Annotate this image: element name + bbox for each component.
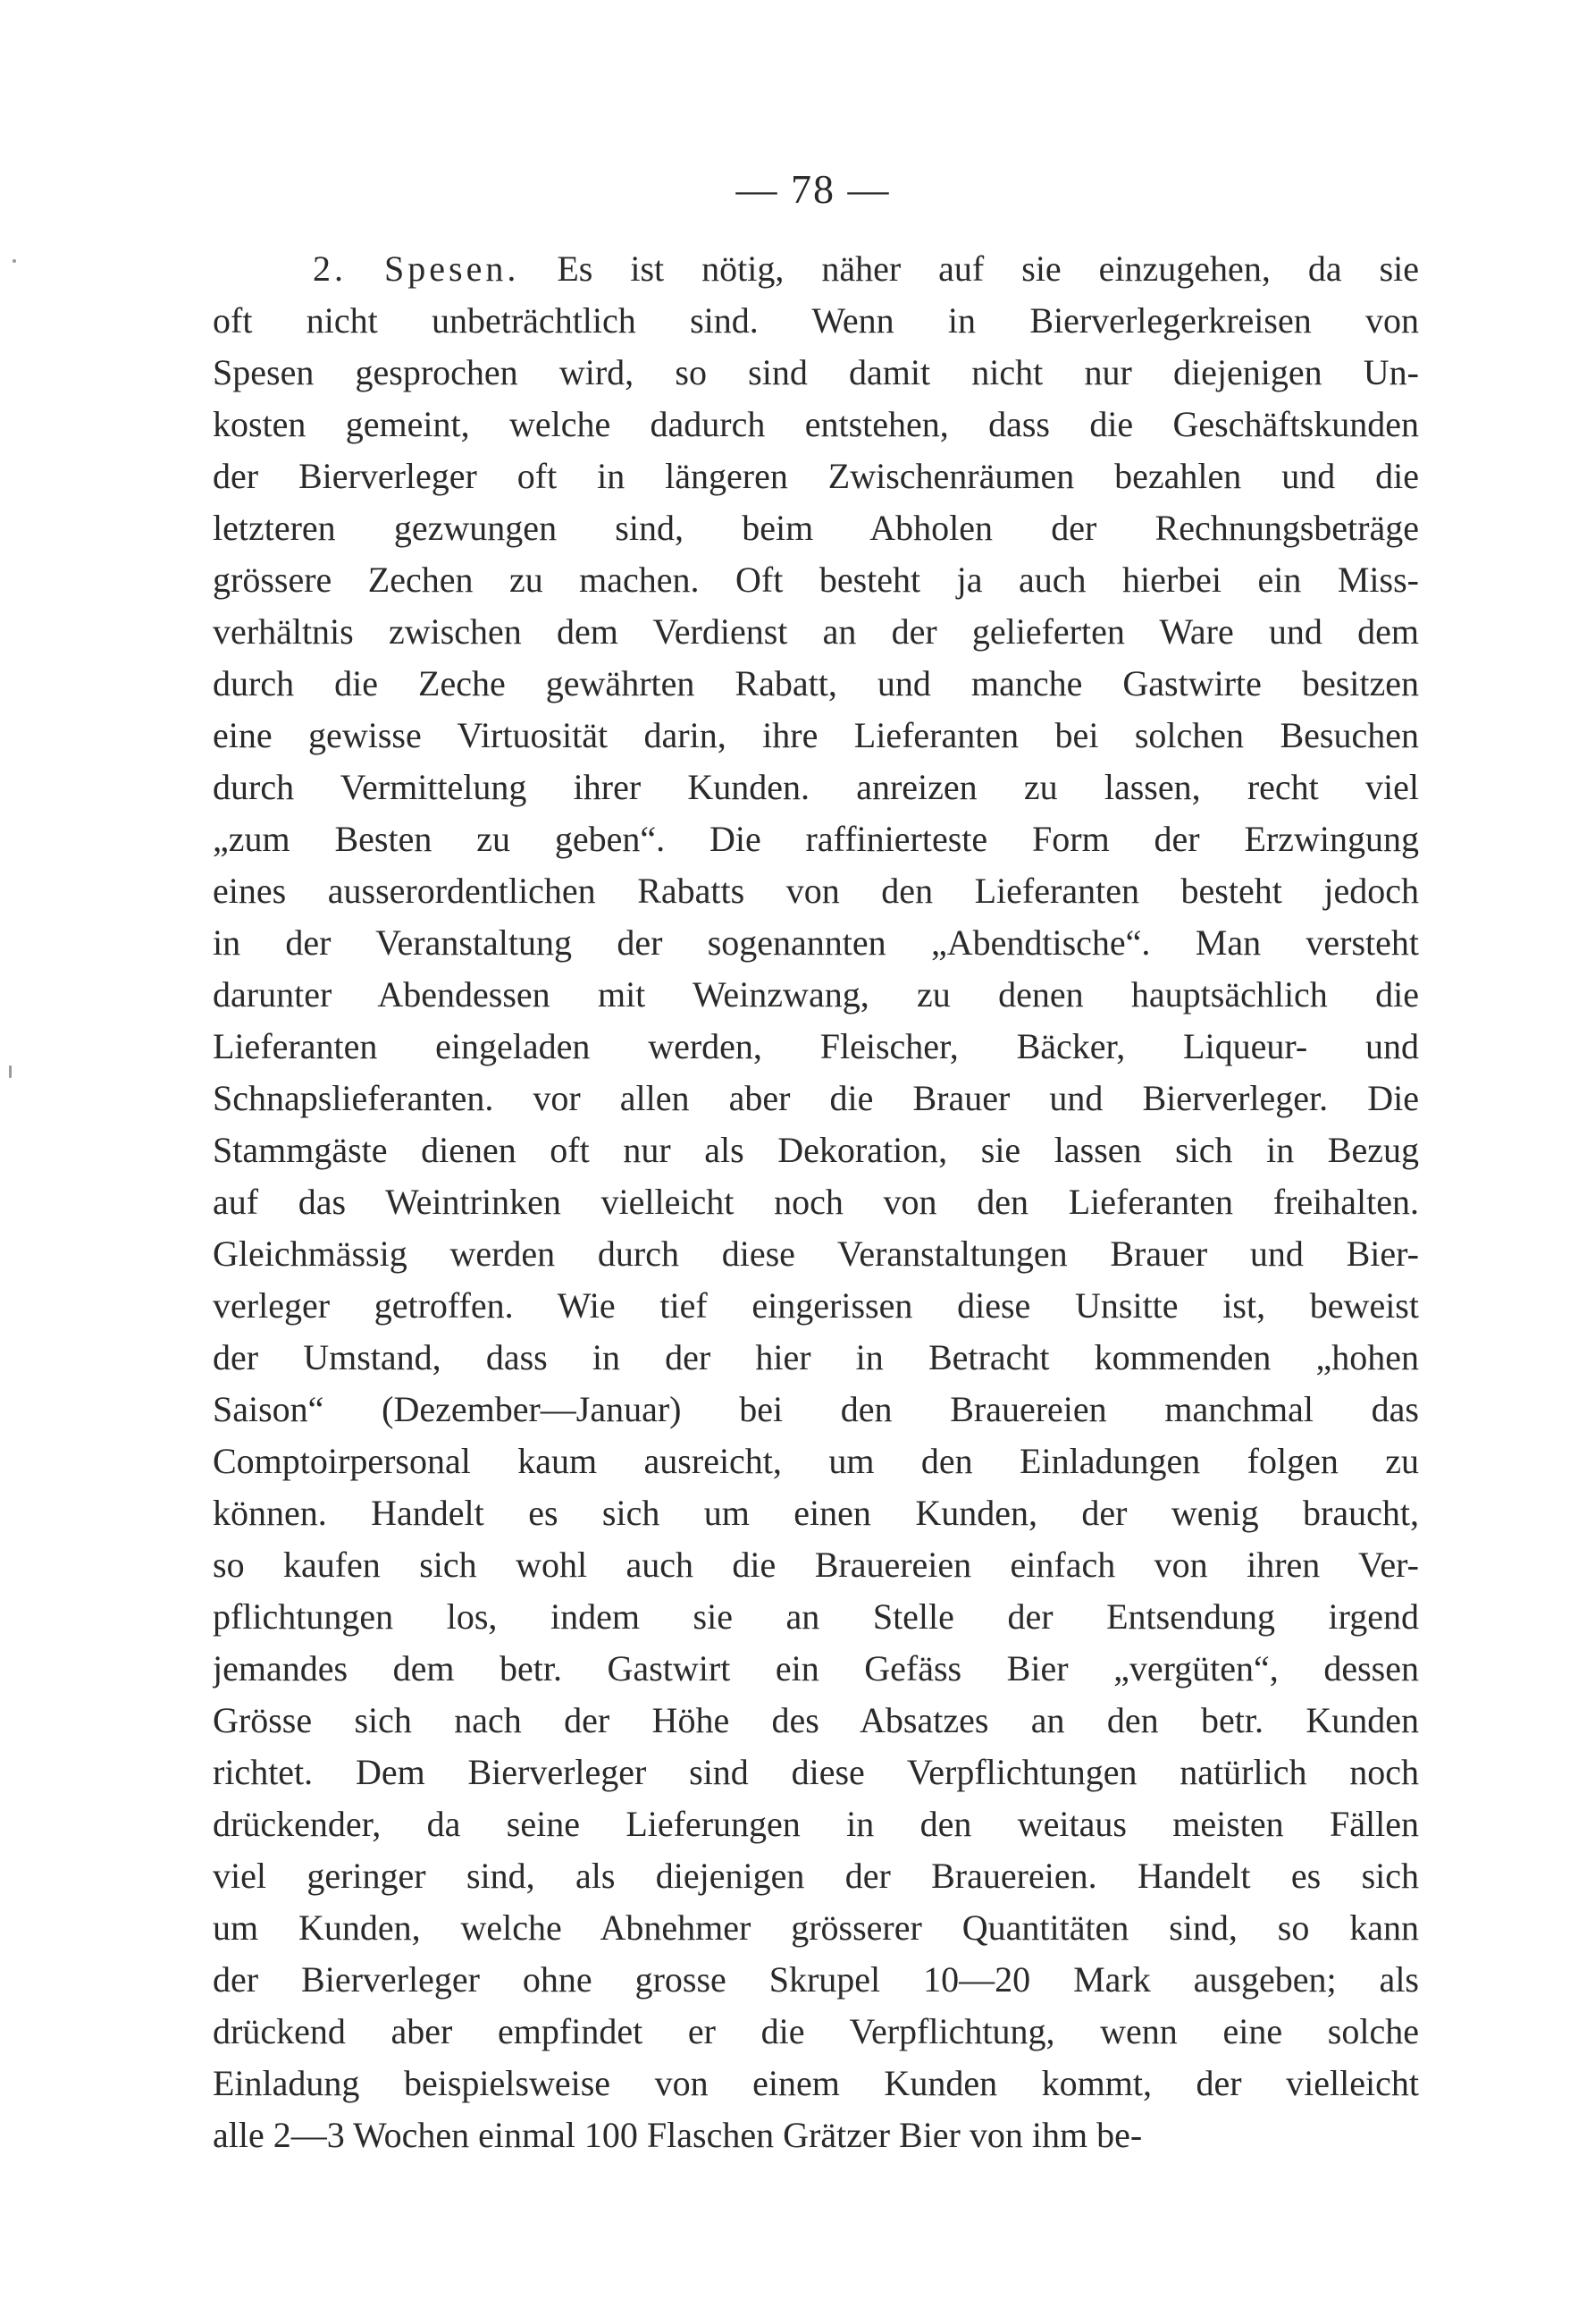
text-line: kosten gemeint, welche dadurch entstehen, dass die Geschäftskunden [213, 404, 1419, 444]
page-number: — 78 — [735, 166, 891, 212]
text-line: Gleichmässig werden durch diese Veranstaltungen Brauer und Bier- [213, 1234, 1419, 1274]
text-line: eines ausserordentlichen Rabatts von den Lieferanten besteht jedoch [213, 871, 1419, 911]
text-line: Spesen gesprochen wird, so sind damit nicht nur diejenigen Un- [213, 352, 1419, 392]
text-line: richtet. Dem Bierverleger sind diese Verpflichtungen natürlich noch [213, 1752, 1419, 1792]
text-line: um Kunden, welche Abnehmer grösserer Quantitäten sind, so kann [213, 1907, 1419, 1948]
scan-speck [13, 259, 16, 263]
text-line: der Bierverleger oft in längeren Zwischenräumen bezahlen und die [213, 456, 1419, 496]
text-line: oft nicht unbeträchtlich sind. Wenn in Bierverlegerkreisen von [213, 300, 1419, 341]
text-line-first [213, 243, 1419, 295]
text-line: verhältnis zwischen dem Verdienst an der gelieferten Ware und dem [213, 611, 1419, 652]
text-line: der Bierverleger ohne grosse Skrupel 10—20 Mark ausgeben; als [213, 1959, 1419, 2000]
text-line: Schnapslieferanten. vor allen aber die Brauer und Bierverleger. Die [213, 1078, 1419, 1118]
text-line: viel geringer sind, als diejenigen der Brauereien. Handelt es sich [213, 1856, 1419, 1896]
text-line: Lieferanten eingeladen werden, Fleischer, Bäcker, Liqueur- und [213, 1026, 1419, 1066]
text-line: Comptoirpersonal kaum ausreicht, um den Einladungen folgen zu [213, 1441, 1419, 1481]
section-heading: Spesen. [384, 248, 520, 289]
text-line: so kaufen sich wohl auch die Brauereien einfach von ihren Ver- [213, 1545, 1419, 1585]
text-line: auf das Weintrinken vielleicht noch von den Lieferanten freihalten. [213, 1182, 1419, 1222]
first-line-text: Es ist nötig, näher auf sie einzugehen, da sie [557, 248, 1419, 289]
text-line: letzteren gezwungen sind, beim Abholen der Rechnungsbeträge [213, 508, 1419, 548]
body-paragraph [213, 243, 1419, 2161]
scan-speck [9, 1065, 12, 1078]
text-line: können. Handelt es sich um einen Kunden, der wenig braucht, [213, 1493, 1419, 1533]
text-line: jemandes dem betr. Gastwirt ein Gefäss Bier „vergüten“, dessen [213, 1648, 1419, 1688]
text-line: der Umstand, dass in der hier in Betracht kommenden „hohen [213, 1337, 1419, 1377]
text-line: grössere Zechen zu machen. Oft besteht ja auch hierbei ein Miss- [213, 560, 1419, 600]
text-line: Einladung beispielsweise von einem Kunden kommt, der vielleicht [213, 2063, 1419, 2103]
text-line: pflichtungen los, indem sie an Stelle der Entsendung irgend [213, 1596, 1419, 1637]
text-line: drückend aber empfindet er die Verpflichtung, wenn eine solche [213, 2011, 1419, 2051]
text-line: durch die Zeche gewährten Rabatt, und manche Gastwirte besitzen [213, 663, 1419, 703]
text-line: Saison“ (Dezember—Januar) bei den Brauereien manchmal das [213, 1389, 1419, 1429]
text-line: drückender, da seine Lieferungen in den weitaus meisten Fällen [213, 1804, 1419, 1844]
text-line: Grösse sich nach der Höhe des Absatzes an den betr. Kunden [213, 1700, 1419, 1740]
section-number: 2. [313, 248, 347, 289]
text-line: darunter Abendessen mit Weinzwang, zu denen hauptsächlich die [213, 974, 1419, 1015]
text-line-last: alle 2—3 Wochen einmal 100 Flaschen Grätzer Bier von ihm be- [213, 2115, 1143, 2155]
text-line: „zum Besten zu geben“. Die raffinierteste Form der Erzwingung [213, 819, 1419, 859]
text-line: eine gewisse Virtuosität darin, ihre Lieferanten bei solchen Besuchen [213, 715, 1419, 755]
text-line: in der Veranstaltung der sogenannten „Abendtische“. Man versteht [213, 922, 1419, 963]
text-line: verleger getroffen. Wie tief eingerissen diese Unsitte ist, beweist [213, 1285, 1419, 1326]
text-line: Stammgäste dienen oft nur als Dekoration, sie lassen sich in Bezug [213, 1130, 1419, 1170]
text-line: durch Vermittelung ihrer Kunden. anreizen zu lassen, recht viel [213, 767, 1419, 807]
